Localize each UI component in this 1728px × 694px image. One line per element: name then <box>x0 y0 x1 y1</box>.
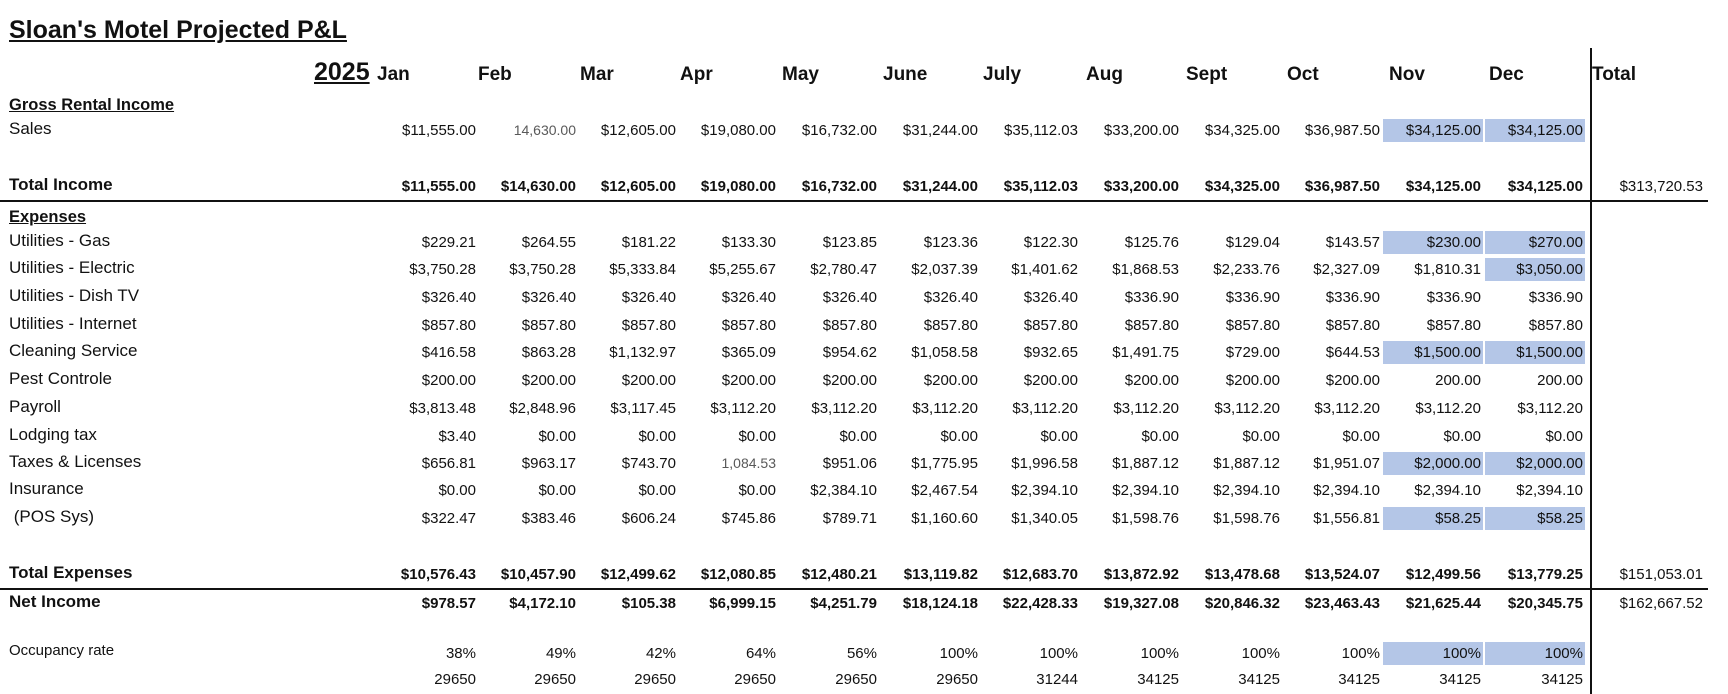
cell-june[interactable]: $2,467.54 <box>911 482 978 499</box>
cell-sept[interactable]: $34,325.00 <box>1204 178 1280 195</box>
cell-oct[interactable]: $1,556.81 <box>1313 510 1380 527</box>
cell-may[interactable]: 29650 <box>835 671 877 688</box>
cell-apr[interactable]: $6,999.15 <box>709 595 776 612</box>
cell-oct[interactable]: $23,463.43 <box>1304 595 1380 612</box>
cell-apr[interactable]: $0.00 <box>738 482 776 499</box>
cell-apr[interactable]: 29650 <box>734 671 776 688</box>
cell-apr[interactable]: $133.30 <box>721 234 776 251</box>
cell-july[interactable]: $857.80 <box>1023 317 1078 334</box>
cell-feb[interactable]: $10,457.90 <box>500 566 576 583</box>
cell-aug[interactable]: $857.80 <box>1124 317 1179 334</box>
cell-oct[interactable]: $13,524.07 <box>1304 566 1380 583</box>
cell-jan[interactable]: $656.81 <box>421 455 476 472</box>
cell-oct[interactable]: $336.90 <box>1325 289 1380 306</box>
row-label: Insurance <box>9 479 84 498</box>
cell-aug[interactable]: $2,394.10 <box>1112 482 1179 499</box>
cell-jan[interactable]: $978.57 <box>421 595 476 612</box>
cell-oct[interactable]: $200.00 <box>1325 372 1380 389</box>
cell-july[interactable]: $2,394.10 <box>1011 482 1078 499</box>
cell-may[interactable]: $789.71 <box>822 510 877 527</box>
column-header-feb: Feb <box>478 64 512 85</box>
cell-dec[interactable]: 34125 <box>1541 671 1583 688</box>
cell-aug[interactable]: $200.00 <box>1124 372 1179 389</box>
cell-nov[interactable]: $336.90 <box>1426 289 1481 306</box>
cell-may[interactable]: $12,480.21 <box>801 566 877 583</box>
cell-mar[interactable]: $743.70 <box>621 455 676 472</box>
cell-feb[interactable]: $326.40 <box>521 289 576 306</box>
cell-feb[interactable]: $3,750.28 <box>509 261 576 278</box>
cell-dec[interactable]: $336.90 <box>1528 289 1583 306</box>
cell-june[interactable]: $3,112.20 <box>912 400 978 417</box>
cell-sept[interactable]: $200.00 <box>1225 372 1280 389</box>
cell-sept[interactable]: $2,233.76 <box>1213 261 1280 278</box>
cell-sept[interactable]: $34,325.00 <box>1204 122 1280 139</box>
cell-july[interactable]: $35,112.03 <box>1004 122 1078 139</box>
cell-feb[interactable]: $863.28 <box>521 344 576 361</box>
cell-aug[interactable]: 100% <box>1140 645 1179 662</box>
cell-sept[interactable]: $13,478.68 <box>1204 566 1280 583</box>
cell-oct[interactable]: $2,327.09 <box>1313 261 1380 278</box>
cell-apr[interactable]: $5,255.67 <box>709 261 776 278</box>
cell-dec[interactable]: $3,050.00 <box>1485 258 1585 281</box>
column-header-nov: Nov <box>1389 64 1425 85</box>
cell-dec[interactable]: $2,394.10 <box>1516 482 1583 499</box>
cell-may[interactable]: $16,732.00 <box>801 122 877 139</box>
cell-june[interactable]: $857.80 <box>923 317 978 334</box>
cell-dec[interactable]: $34,125.00 <box>1507 178 1583 195</box>
row-label: Occupancy rate <box>9 642 115 659</box>
cell-oct[interactable]: $1,951.07 <box>1313 455 1380 472</box>
cell-dec[interactable]: $13,779.25 <box>1507 566 1583 583</box>
cell-jan[interactable]: $857.80 <box>421 317 476 334</box>
cell-dec[interactable]: 200.00 <box>1537 372 1583 389</box>
cell-mar[interactable]: 29650 <box>634 671 676 688</box>
cell-feb[interactable]: $0.00 <box>538 482 576 499</box>
cell-may[interactable]: 56% <box>846 645 877 662</box>
column-header-dec: Dec <box>1489 64 1524 85</box>
cell-oct[interactable]: 34125 <box>1338 671 1380 688</box>
total-column-divider <box>1590 48 1592 694</box>
cell-aug[interactable]: $1,868.53 <box>1112 261 1179 278</box>
cell-mar[interactable]: $181.22 <box>621 234 676 251</box>
cell-jan[interactable]: $326.40 <box>421 289 476 306</box>
cell-sept[interactable]: $729.00 <box>1225 344 1280 361</box>
cell-nov[interactable]: 34125 <box>1439 671 1481 688</box>
row-label: Utilities - Dish TV <box>9 286 140 305</box>
cell-oct[interactable]: 100% <box>1341 645 1380 662</box>
cell-may[interactable]: $0.00 <box>839 428 877 445</box>
cell-mar[interactable]: $857.80 <box>621 317 676 334</box>
cell-dec[interactable]: $270.00 <box>1485 231 1585 254</box>
row-label: Net Income <box>9 592 101 611</box>
cell-june[interactable]: $18,124.18 <box>902 595 978 612</box>
cell-nov[interactable]: $230.00 <box>1383 231 1483 254</box>
row-label: Lodging tax <box>9 425 97 444</box>
cell-june[interactable]: $326.40 <box>923 289 978 306</box>
total-income-underline <box>0 200 1708 202</box>
section-gross-rental-income: Gross Rental Income <box>9 96 175 114</box>
cell-total[interactable]: $162,667.52 <box>1619 595 1703 612</box>
cell-apr[interactable]: 64% <box>745 645 776 662</box>
cell-nov[interactable]: $3,112.20 <box>1415 400 1481 417</box>
cell-nov[interactable]: 100% <box>1383 642 1483 665</box>
row-label: Utilities - Gas <box>9 231 111 250</box>
cell-nov[interactable]: $12,499.56 <box>1405 566 1481 583</box>
cell-oct[interactable]: $644.53 <box>1325 344 1380 361</box>
cell-aug[interactable]: $33,200.00 <box>1103 178 1179 195</box>
cell-july[interactable]: $932.65 <box>1023 344 1078 361</box>
cell-nov[interactable]: $1,810.31 <box>1414 261 1481 278</box>
cell-sept[interactable]: $129.04 <box>1225 234 1280 251</box>
cell-nov[interactable]: $2,000.00 <box>1383 452 1483 475</box>
cell-july[interactable]: $3,112.20 <box>1012 400 1078 417</box>
cell-aug[interactable]: $1,887.12 <box>1112 455 1179 472</box>
cell-feb[interactable]: $264.55 <box>521 234 576 251</box>
cell-apr[interactable]: $12,080.85 <box>700 566 776 583</box>
cell-sept[interactable]: $857.80 <box>1225 317 1280 334</box>
cell-oct[interactable]: $36,987.50 <box>1304 178 1380 195</box>
cell-mar[interactable]: $0.00 <box>638 428 676 445</box>
cell-sept[interactable]: $336.90 <box>1225 289 1280 306</box>
cell-sept[interactable]: $20,846.32 <box>1204 595 1280 612</box>
cell-july[interactable]: $122.30 <box>1023 234 1078 251</box>
cell-june[interactable]: $31,244.00 <box>902 178 978 195</box>
cell-feb[interactable]: $383.46 <box>521 510 576 527</box>
cell-june[interactable]: $1,775.95 <box>911 455 978 472</box>
cell-jan[interactable]: $416.58 <box>421 344 476 361</box>
cell-may[interactable]: $951.06 <box>822 455 877 472</box>
cell-apr[interactable]: $745.86 <box>721 510 776 527</box>
cell-mar[interactable]: $0.00 <box>638 482 676 499</box>
cell-feb[interactable]: $4,172.10 <box>509 595 576 612</box>
cell-apr[interactable]: $365.09 <box>721 344 776 361</box>
cell-june[interactable]: $200.00 <box>923 372 978 389</box>
cell-apr[interactable]: $19,080.00 <box>700 122 776 139</box>
cell-sept[interactable]: $0.00 <box>1242 428 1280 445</box>
row-label: Total Expenses <box>9 563 133 582</box>
row-label: Utilities - Electric <box>9 258 135 277</box>
cell-may[interactable]: $857.80 <box>822 317 877 334</box>
cell-mar[interactable]: $200.00 <box>621 372 676 389</box>
cell-nov[interactable]: $58.25 <box>1383 507 1483 530</box>
cell-july[interactable]: $326.40 <box>1023 289 1078 306</box>
cell-dec[interactable]: $20,345.75 <box>1507 595 1583 612</box>
cell-jan[interactable]: $11,555.00 <box>402 122 476 139</box>
cell-jan[interactable]: $3,813.48 <box>409 400 476 417</box>
cell-mar[interactable]: $5,333.84 <box>609 261 676 278</box>
cell-june[interactable]: $2,037.39 <box>911 261 978 278</box>
section-expenses: Expenses <box>9 208 87 226</box>
cell-may[interactable]: $2,780.47 <box>810 261 877 278</box>
cell-feb[interactable]: $2,848.96 <box>509 400 576 417</box>
cell-jan[interactable]: $200.00 <box>421 372 476 389</box>
cell-july[interactable]: $12,683.70 <box>1002 566 1078 583</box>
column-header-oct: Oct <box>1287 64 1319 85</box>
cell-may[interactable]: $3,112.20 <box>811 400 877 417</box>
cell-oct[interactable]: $857.80 <box>1325 317 1380 334</box>
cell-nov[interactable]: 200.00 <box>1435 372 1481 389</box>
cell-mar[interactable]: $105.38 <box>621 595 676 612</box>
cell-jan[interactable]: $11,555.00 <box>401 178 476 195</box>
cell-may[interactable]: $326.40 <box>822 289 877 306</box>
cell-jan[interactable]: $0.00 <box>438 482 476 499</box>
cell-sept[interactable]: $1,598.76 <box>1213 510 1280 527</box>
column-header-may: May <box>782 64 819 85</box>
cell-oct[interactable]: $3,112.20 <box>1314 400 1380 417</box>
cell-apr[interactable]: $200.00 <box>721 372 776 389</box>
row-label: Payroll <box>9 397 61 416</box>
cell-apr[interactable]: $19,080.00 <box>700 178 776 195</box>
sheet-title: Sloan's Motel Projected P&L <box>9 16 347 44</box>
cell-jan[interactable]: $322.47 <box>421 510 476 527</box>
cell-june[interactable]: $1,160.60 <box>911 510 978 527</box>
cell-dec[interactable]: $34,125.00 <box>1485 119 1585 142</box>
cell-apr[interactable]: $857.80 <box>721 317 776 334</box>
cell-mar[interactable]: $12,605.00 <box>600 122 676 139</box>
cell-nov[interactable]: $21,625.44 <box>1405 595 1481 612</box>
cell-feb[interactable]: 29650 <box>534 671 576 688</box>
cell-mar[interactable]: 42% <box>645 645 676 662</box>
cell-dec[interactable]: $1,500.00 <box>1485 341 1585 364</box>
cell-july[interactable]: $1,340.05 <box>1011 510 1078 527</box>
cell-sept[interactable]: 100% <box>1241 645 1280 662</box>
cell-aug[interactable]: $1,598.76 <box>1112 510 1179 527</box>
cell-mar[interactable]: $606.24 <box>621 510 676 527</box>
cell-aug[interactable]: $336.90 <box>1124 289 1179 306</box>
column-header-total: Total <box>1592 64 1636 85</box>
cell-june[interactable]: $13,119.82 <box>903 566 978 583</box>
cell-aug[interactable]: $33,200.00 <box>1103 122 1179 139</box>
cell-nov[interactable]: $34,125.00 <box>1383 119 1483 142</box>
cell-aug[interactable]: $0.00 <box>1141 428 1179 445</box>
cell-oct[interactable]: $2,394.10 <box>1313 482 1380 499</box>
cell-sept[interactable]: $2,394.10 <box>1213 482 1280 499</box>
cell-may[interactable]: $2,384.10 <box>810 482 877 499</box>
cell-july[interactable]: $22,428.33 <box>1002 595 1078 612</box>
total-expenses-underline <box>0 588 1708 590</box>
column-header-june: June <box>883 64 928 85</box>
cell-nov[interactable]: $857.80 <box>1426 317 1481 334</box>
cell-feb[interactable]: $14,630.00 <box>500 178 576 195</box>
cell-jan[interactable]: $10,576.43 <box>400 566 476 583</box>
row-label: Cleaning Service <box>9 341 138 360</box>
cell-apr[interactable]: $326.40 <box>721 289 776 306</box>
cell-dec[interactable]: $58.25 <box>1485 507 1585 530</box>
row-label: Sales <box>9 119 52 138</box>
cell-aug[interactable]: $125.76 <box>1124 234 1179 251</box>
cell-aug[interactable]: $3,112.20 <box>1113 400 1179 417</box>
column-header-apr: Apr <box>680 64 713 85</box>
cell-feb[interactable]: $200.00 <box>521 372 576 389</box>
cell-july[interactable]: $35,112.03 <box>1003 178 1078 195</box>
cell-may[interactable]: $954.62 <box>822 344 877 361</box>
cell-jan[interactable]: 38% <box>445 645 476 662</box>
cell-mar[interactable]: $1,132.97 <box>609 344 676 361</box>
row-label: Total Income <box>9 175 113 194</box>
cell-apr[interactable]: $0.00 <box>738 428 776 445</box>
cell-aug[interactable]: 34125 <box>1137 671 1179 688</box>
cell-june[interactable]: $0.00 <box>940 428 978 445</box>
cell-sept[interactable]: 34125 <box>1238 671 1280 688</box>
cell-june[interactable]: $1,058.58 <box>911 344 978 361</box>
cell-feb[interactable]: 49% <box>545 645 576 662</box>
cell-apr[interactable]: 1,084.53 <box>721 455 776 471</box>
cell-oct[interactable]: $143.57 <box>1325 234 1380 251</box>
cell-mar[interactable]: $326.40 <box>621 289 676 306</box>
cell-july[interactable]: $0.00 <box>1040 428 1078 445</box>
cell-july[interactable]: 31244 <box>1036 671 1078 688</box>
cell-mar[interactable]: $12,499.62 <box>600 566 676 583</box>
cell-may[interactable]: $4,251.79 <box>810 595 877 612</box>
column-header-july: July <box>983 64 1022 85</box>
row-label: (POS Sys) <box>9 507 95 526</box>
cell-nov[interactable]: $34,125.00 <box>1405 178 1481 195</box>
cell-aug[interactable]: $1,491.75 <box>1112 344 1179 361</box>
row-label: Utilities - Internet <box>9 314 137 333</box>
cell-july[interactable]: $1,401.62 <box>1011 261 1078 278</box>
cell-june[interactable]: 100% <box>939 645 978 662</box>
column-header-mar: Mar <box>580 64 614 85</box>
cell-may[interactable]: $16,732.00 <box>801 178 877 195</box>
cell-dec[interactable]: 100% <box>1485 642 1585 665</box>
cell-oct[interactable]: $36,987.50 <box>1304 122 1380 139</box>
cell-nov[interactable]: $2,394.10 <box>1414 482 1481 499</box>
cell-total[interactable]: $313,720.53 <box>1619 178 1703 195</box>
cell-jan[interactable]: $3.40 <box>438 428 476 445</box>
cell-dec[interactable]: $3,112.20 <box>1517 400 1583 417</box>
cell-sept[interactable]: $1,887.12 <box>1213 455 1280 472</box>
cell-jan[interactable]: $229.21 <box>421 234 476 251</box>
cell-apr[interactable]: $3,112.20 <box>710 400 776 417</box>
cell-dec[interactable]: $0.00 <box>1545 428 1583 445</box>
cell-june[interactable]: $31,244.00 <box>902 122 978 139</box>
cell-feb[interactable]: $963.17 <box>521 455 576 472</box>
column-header-aug: Aug <box>1086 64 1123 85</box>
cell-july[interactable]: $200.00 <box>1023 372 1078 389</box>
cell-mar[interactable]: $3,117.45 <box>610 400 676 417</box>
cell-sept[interactable]: $3,112.20 <box>1214 400 1280 417</box>
cell-feb[interactable]: $0.00 <box>538 428 576 445</box>
cell-june[interactable]: 29650 <box>936 671 978 688</box>
cell-aug[interactable]: $19,327.08 <box>1103 595 1179 612</box>
cell-nov[interactable]: $0.00 <box>1443 428 1481 445</box>
cell-nov[interactable]: $1,500.00 <box>1383 341 1483 364</box>
cell-may[interactable]: $200.00 <box>822 372 877 389</box>
cell-july[interactable]: 100% <box>1039 645 1078 662</box>
cell-may[interactable]: $123.85 <box>822 234 877 251</box>
cell-dec[interactable]: $857.80 <box>1528 317 1583 334</box>
column-header-sept: Sept <box>1186 64 1228 85</box>
cell-aug[interactable]: $13,872.92 <box>1103 566 1179 583</box>
row-label: Pest Controle <box>9 369 112 388</box>
column-header-jan: Jan <box>377 64 410 85</box>
cell-feb[interactable]: 14,630.00 <box>513 122 576 138</box>
cell-jan[interactable]: 29650 <box>434 671 476 688</box>
cell-jan[interactable]: $3,750.28 <box>409 261 476 278</box>
cell-mar[interactable]: $12,605.00 <box>600 178 676 195</box>
cell-total[interactable]: $151,053.01 <box>1619 566 1703 583</box>
cell-dec[interactable]: $2,000.00 <box>1485 452 1585 475</box>
cell-oct[interactable]: $0.00 <box>1342 428 1380 445</box>
row-label: Taxes & Licenses <box>9 452 142 471</box>
cell-feb[interactable]: $857.80 <box>521 317 576 334</box>
cell-june[interactable]: $123.36 <box>923 234 978 251</box>
cell-july[interactable]: $1,996.58 <box>1011 455 1078 472</box>
year-label: 2025 <box>314 58 370 86</box>
